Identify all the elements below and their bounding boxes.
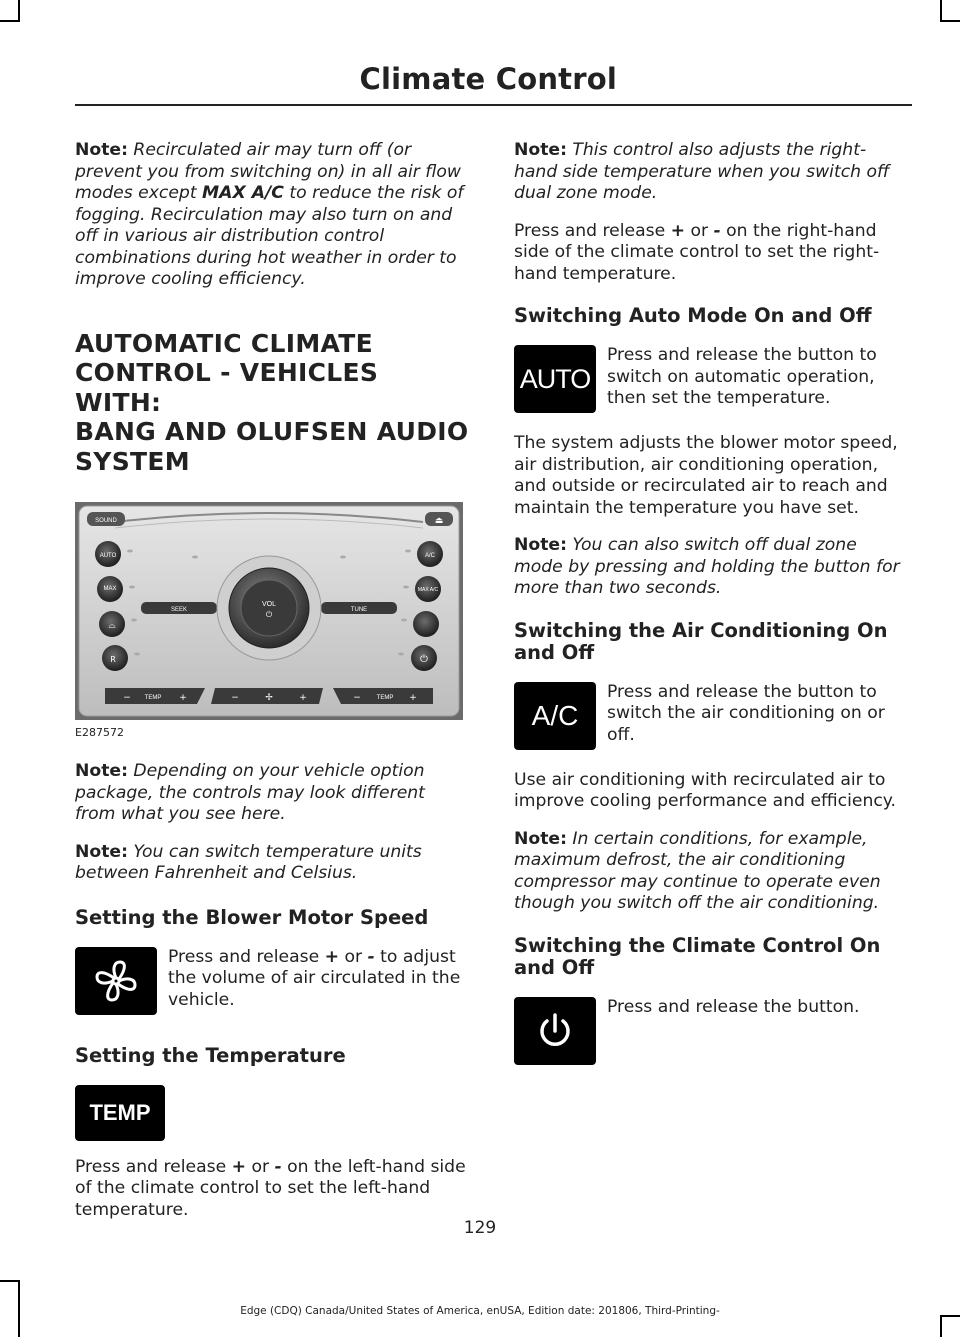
auto-icon-label: AUTO	[519, 363, 591, 394]
fan-icon	[75, 947, 157, 1015]
note-label: Note:	[514, 535, 567, 555]
blower-heading: Setting the Blower Motor Speed	[75, 905, 429, 929]
tune-button-label: TUNE	[350, 607, 368, 613]
climate-power-heading: Switching the Climate Control On and Off	[514, 933, 881, 979]
note-label: Note:	[514, 828, 567, 849]
minus-symbol: -	[274, 1156, 282, 1177]
note-compressor	[514, 829, 909, 915]
auto-row	[514, 345, 909, 413]
fan-symbol	[92, 957, 140, 1005]
power-icon: ⏻	[420, 654, 428, 665]
minus-symbol: -	[713, 220, 721, 241]
note-temperature-units	[75, 842, 470, 885]
ac-icon-label: A/C	[531, 699, 579, 731]
recirculated-air-paragraph: Use air conditioning with recirculated air to improve cooling performance and efficiency.	[514, 769, 896, 811]
seek-button-label: SEEK	[170, 607, 188, 613]
crop-mark	[0, 20, 20, 22]
ac-button-label: A/C	[424, 553, 436, 559]
right-column	[514, 140, 909, 1085]
climate-control-panel-figure	[75, 502, 463, 720]
sound-button-label: SOUND	[95, 518, 117, 524]
note-recirculation	[75, 140, 470, 291]
page-title: Climate Control	[359, 62, 617, 96]
minus-icon: −	[231, 693, 239, 703]
power-instruction: Press and release the button.	[607, 996, 860, 1017]
eject-icon: ⏏	[434, 516, 444, 526]
figure-code: E287572	[75, 726, 124, 739]
volume-power-icon: ⏻	[265, 610, 273, 619]
max-ac-code: MAX A/C	[202, 183, 284, 203]
fan-icon: ✢	[265, 693, 273, 703]
temperature-heading: Setting the Temperature	[75, 1043, 346, 1067]
text: Press and release	[168, 946, 325, 967]
note-text: In certain conditions, for example, maximum defrost, the air conditioning compressor may continue to operate even though you switch off the air conditioning.	[514, 828, 881, 913]
power-row	[514, 997, 909, 1065]
note-label: Note:	[514, 140, 567, 160]
text: on the left-hand side of the climate control to set the left-hand temperature.	[75, 1156, 466, 1220]
minus-symbol: -	[367, 946, 375, 967]
temp-left-label: TEMP	[144, 695, 162, 701]
plus-symbol: +	[324, 946, 340, 967]
max-ac-button-label: MAX A/C	[417, 587, 439, 593]
auto-mode-heading: Switching Auto Mode On and Off	[514, 304, 872, 327]
note-label: Note:	[75, 140, 128, 160]
note-option-package	[75, 761, 470, 826]
minus-icon: −	[353, 693, 361, 703]
note-text: Depending on your vehicle option package, the controls may look different from what you see here.	[75, 761, 425, 824]
page-number: 129	[463, 1218, 497, 1238]
volume-knob-label: VOL	[261, 601, 277, 608]
note-text: This control also adjusts the right-hand side temperature when you switch off dual zone mode.	[514, 140, 890, 203]
ac-row	[514, 682, 909, 750]
minus-icon: −	[123, 693, 131, 703]
power-symbol	[535, 1011, 575, 1051]
heading-line: BANG AND OLUFSEN AUDIO	[75, 417, 469, 446]
plus-symbol: +	[231, 1156, 247, 1177]
crop-mark	[940, 1315, 942, 1337]
text: to adjust the volume of air circulated in the vehicle.	[168, 946, 461, 1010]
crop-mark	[940, 0, 942, 22]
windshield-defrost-icon: ⌓	[108, 621, 116, 631]
note-text: You can also switch off dual zone mode by pressing and holding the button for more than two seconds.	[514, 535, 900, 598]
ac-instruction: Press and release the button to switch the air conditioning on or off.	[607, 681, 885, 745]
ac-icon	[514, 682, 596, 750]
heading-line: SYSTEM	[75, 446, 190, 476]
blower-instruction	[168, 947, 470, 1012]
text: on the right-hand side of the climate control to set the right-hand temperature.	[514, 220, 880, 284]
note-text: to reduce the risk of fogging. Recirculation may also turn on and off in various air distribution control combinations during hot weather in order to improve cooling efficiency.	[75, 183, 464, 289]
blower-row	[75, 947, 470, 1015]
heading-line: CONTROL - VEHICLES WITH:	[75, 358, 379, 417]
text: or	[685, 220, 714, 241]
recirculation-icon: R	[110, 655, 116, 664]
temp-right-label: TEMP	[376, 695, 394, 701]
auto-icon	[514, 345, 596, 413]
defrost-rear-button	[413, 611, 439, 637]
text: Press and release	[514, 220, 671, 241]
note-label: Note:	[75, 761, 128, 781]
crop-mark	[0, 1280, 20, 1282]
note-text: Recirculated air may turn off (or prevent you from switching on) in all air flow modes except	[75, 140, 461, 203]
temp-icon	[75, 1085, 165, 1141]
main-heading	[75, 329, 470, 477]
max-button-label: MAX	[103, 586, 117, 592]
air-conditioning-heading: Switching the Air Conditioning On and Off	[514, 618, 888, 664]
right-temp-instruction	[514, 221, 909, 286]
header-rule	[75, 104, 912, 106]
note-text: You can switch temperature units between Fahrenheit and Celsius.	[75, 841, 422, 883]
text: or	[246, 1156, 275, 1177]
plus-icon: +	[179, 693, 187, 703]
text: or	[339, 946, 368, 967]
crop-mark	[18, 0, 20, 22]
note-dual-zone	[514, 140, 909, 205]
control-panel-illustration	[75, 502, 463, 720]
text: Press and release	[75, 1156, 232, 1177]
note-dual-zone-hold	[514, 535, 909, 600]
note-label: Note:	[75, 841, 128, 862]
temp-icon-label: TEMP	[89, 1099, 151, 1125]
left-column	[75, 140, 470, 1237]
auto-instruction: Press and release the button to switch on automatic operation, then set the temperature.	[607, 345, 877, 408]
footer-edition: Edge (CDQ) Canada/United States of America, enUSA, Edition date: 201806, Third-Printing-	[240, 1305, 720, 1317]
plus-icon: +	[409, 693, 417, 703]
crop-mark	[940, 20, 960, 22]
system-adjusts-paragraph: The system adjusts the blower motor speed, air distribution, air conditioning operation, and outside or recirculated air to reach and maintain the temperature you have set.	[514, 433, 898, 518]
plus-icon: +	[299, 693, 307, 703]
auto-button-label: AUTO	[99, 553, 117, 559]
temperature-instruction	[75, 1157, 470, 1222]
plus-symbol: +	[670, 220, 686, 241]
power-icon	[514, 997, 596, 1065]
heading-line: AUTOMATIC CLIMATE	[75, 328, 373, 358]
